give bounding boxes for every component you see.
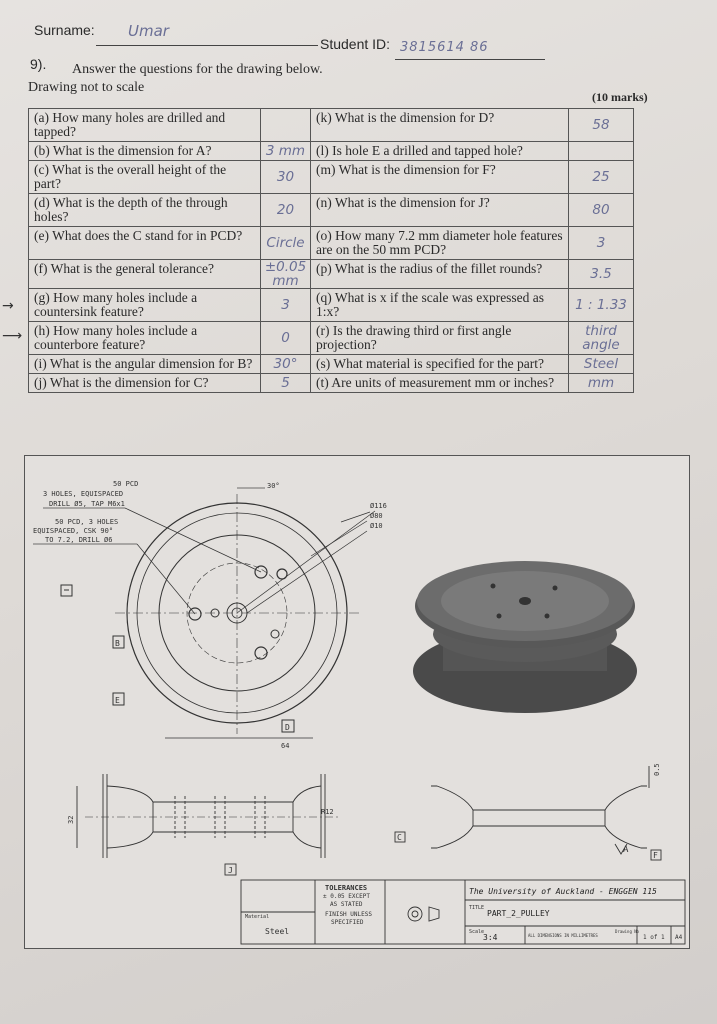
university-name: The University of Auckland - ENGGEN 115: [469, 887, 657, 896]
note-2-line-3: TO 7.2, DRILL Ø6: [45, 536, 113, 544]
right-question: (n) What is the dimension for J?: [311, 194, 569, 227]
letter-E: E: [115, 696, 120, 705]
note-1-line-1: 50 PCD: [113, 480, 139, 488]
question-row: [29, 355, 634, 374]
engineering-drawing: [24, 455, 690, 949]
right-question: (r) Is the drawing third or first angle projection?: [311, 322, 569, 355]
left-answer: Circle: [261, 227, 311, 260]
scale-note: Drawing not to scale: [28, 80, 145, 95]
right-answer: 25: [569, 161, 634, 194]
left-question: (i) What is the angular dimension for B?: [29, 355, 261, 374]
left-answer: [261, 109, 311, 142]
angle-label: 30°: [267, 482, 280, 490]
left-answer: 0: [261, 322, 311, 355]
surname-line: [96, 45, 318, 46]
right-answer: 3: [569, 227, 634, 260]
left-question: (b) What is the dimension for A?: [29, 142, 261, 161]
dia-label-10: Ø10: [370, 522, 383, 530]
right-answer: third angle: [569, 322, 634, 355]
scale-label: Scale: [469, 929, 485, 935]
left-question: (c) What is the overall height of the part?: [29, 161, 261, 194]
material-label: Material: [245, 914, 270, 920]
note-1-line-2: 3 HOLES, EQUISPACED: [43, 490, 124, 498]
letter-D: D: [285, 723, 290, 732]
margin-arrow-h: ⟶: [2, 328, 23, 344]
right-answer: mm: [569, 374, 634, 393]
right-answer: Steel: [569, 355, 634, 374]
material-value: Steel: [265, 927, 290, 936]
dia-label-116: Ø116: [370, 502, 387, 510]
question-row: [29, 374, 634, 393]
left-question: (j) What is the dimension for C?: [29, 374, 261, 393]
drawing-no-label: Drawing No: [615, 929, 640, 934]
question-row: [29, 260, 634, 289]
surname-label: Surname:: [34, 22, 95, 38]
tolerance-line-1: TOLERANCES: [325, 884, 368, 892]
letter-F: F: [653, 851, 658, 860]
question-row: [29, 161, 634, 194]
dim-r12: R12: [321, 808, 334, 816]
left-question: (h) How many holes include a counterbore feature?: [29, 322, 261, 355]
side-view-left: [77, 774, 341, 875]
margin-arrow-g: →: [2, 298, 14, 314]
pulley-drawing-svg: [25, 456, 689, 948]
letter-A: A: [623, 845, 629, 855]
question-row: [29, 194, 634, 227]
title-label: TITLE: [469, 905, 485, 911]
left-answer: 20: [261, 194, 311, 227]
paper-size: A4: [675, 934, 683, 941]
tolerance-line-4: FINISH UNLESS: [325, 911, 372, 918]
section-view-right: [395, 766, 661, 860]
left-question: (g) How many holes include a countersink feature?: [29, 289, 261, 322]
right-question: (q) What is x if the scale was expressed as 1:x?: [311, 289, 569, 322]
tolerance-line-3: AS STATED: [330, 901, 363, 908]
left-answer: 3 mm: [261, 142, 311, 161]
left-answer: 30: [261, 161, 311, 194]
letter-C: C: [397, 833, 402, 842]
student-id-line: [395, 59, 545, 60]
note-2-line-1: 50 PCD, 3 HOLES: [55, 518, 119, 526]
question-text: Answer the questions for the drawing below.: [72, 62, 323, 77]
right-question: (l) Is hole E a drilled and tapped hole?: [311, 142, 569, 161]
scale-value: 3:4: [483, 933, 498, 942]
left-answer: ±0.05 mm: [261, 260, 311, 289]
left-question: (a) How many holes are drilled and tapped?: [29, 109, 261, 142]
student-id-value: 3815614 86: [400, 40, 489, 55]
left-answer: 30°: [261, 355, 311, 374]
front-view: [115, 494, 375, 734]
dim-32: 32: [67, 815, 75, 824]
question-row: [29, 322, 634, 355]
drawing-title: PART_2_PULLEY: [487, 909, 550, 918]
letter-J: J: [228, 866, 233, 875]
sheet-number: 1 of 1: [643, 934, 665, 941]
left-question: (f) What is the general tolerance?: [29, 260, 261, 289]
question-table: [28, 108, 634, 393]
right-question: (s) What material is specified for the part?: [311, 355, 569, 374]
right-question: (t) Are units of measurement mm or inches?: [311, 374, 569, 393]
note-1-line-3: DRILL Ø5, TAP M6x1: [49, 500, 125, 508]
right-answer: 80: [569, 194, 634, 227]
right-question: (m) What is the dimension for F?: [311, 161, 569, 194]
dim-05: 0.5: [653, 763, 661, 776]
tolerance-line-5: SPECIFIED: [331, 919, 364, 926]
right-answer: 58: [569, 109, 634, 142]
question-number: 9).: [30, 56, 47, 72]
left-answer: 3: [261, 289, 311, 322]
question-row: [29, 289, 634, 322]
left-question: (e) What does the C stand for in PCD?: [29, 227, 261, 260]
dia-label-80: Ø80: [370, 512, 383, 520]
question-row: [29, 227, 634, 260]
units-note: ALL DIMENSIONS IN MILLIMETRES: [528, 933, 598, 938]
tolerance-line-2: ± 0.05 EXCEPT: [323, 893, 370, 900]
note-2-line-2: EQUISPACED, CSK 90°: [33, 527, 114, 535]
right-question: (p) What is the radius of the fillet rounds?: [311, 260, 569, 289]
pulley-3d-view: [413, 561, 637, 713]
letter-B: B: [115, 639, 120, 648]
surname-value: Umar: [128, 22, 169, 40]
student-id-label: Student ID:: [320, 36, 391, 52]
right-question: (o) How many 7.2 mm diameter hole features are on the 50 mm PCD?: [311, 227, 569, 260]
question-row: [29, 142, 634, 161]
left-question: (d) What is the depth of the through holes?: [29, 194, 261, 227]
question-row: [29, 109, 634, 142]
right-answer: [569, 142, 634, 161]
left-answer: 5: [261, 374, 311, 393]
right-answer: 1 : 1.33: [569, 289, 634, 322]
dim-64: 64: [281, 742, 290, 750]
right-question: (k) What is the dimension for D?: [311, 109, 569, 142]
marks-label: (10 marks): [592, 90, 648, 104]
right-answer: 3.5: [569, 260, 634, 289]
